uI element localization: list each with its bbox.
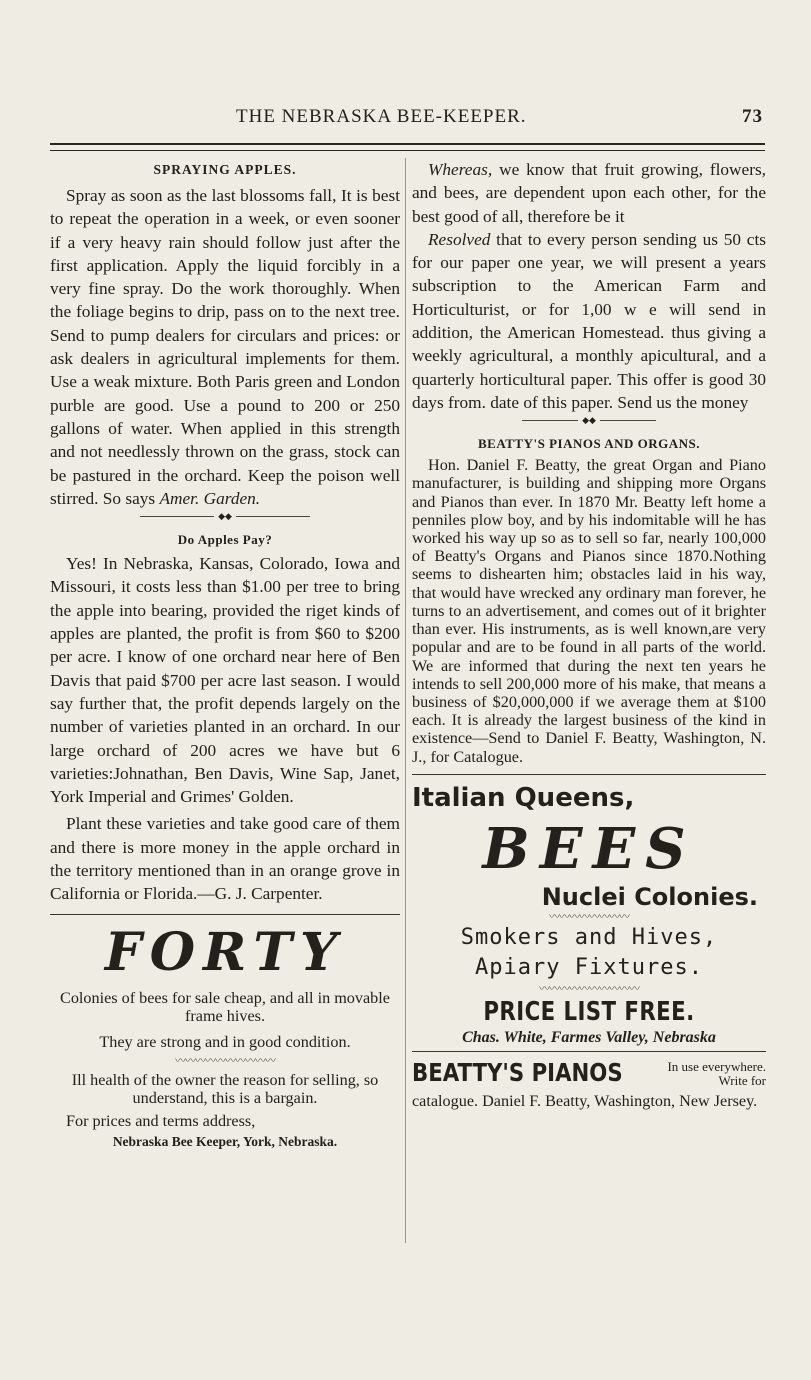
forty-headline: FORTY <box>104 921 346 983</box>
beatty-heading: BEATTY'S PIANOS AND ORGANS. <box>477 436 701 452</box>
beatty-body: Hon. Daniel F. Beatty, the great Organ and Piano manufacturer, is building and shipping more Organs and Pianos than ever. In 1870 Mr. Beatty left home a penniles plow boy, and by his indomitable will he has worked his way up so as to sell so far, nearly 100,000 of Beatty's Organs and Pianos since 1870.Nothing seems to dishearten him; obstacles laid in his way, that would have wrecked any ordinary man forever, he turns to an advertisement, and comes out of it brighter than ever. His instruments, as is well known,are very popular and are to be found in all parts of the world. We are informed that during the next ten years he intends to sell 200,000 more of his make, that means a business of $20,000,000 if we average them at $100 each. It is already the largest business of the kind in existence—Send to Daniel F. Beatty, Washington, N. J., for Catalogue. <box>412 456 766 766</box>
resolved-paragraph <box>412 228 766 414</box>
forty-line2: They are strong and in good condition. <box>99 1033 351 1052</box>
ad-rule <box>50 914 400 915</box>
pianos-ad-small: In use everywhere. Write for <box>667 1058 766 1088</box>
ad-rule <box>412 1051 766 1052</box>
forty-line3: Ill health of the owner the reason for selling, so understand, this is a bargain. <box>71 1071 379 1108</box>
whereas-text: we know that fruit growing, flowers, and bees, are dependent upon each other, for the best good of all, therefore be it <box>412 160 767 226</box>
wavy-divider: 〰〰〰〰〰〰〰〰 <box>549 910 629 923</box>
apples-p2: Plant these varieties and take good care of them and there is more money in the apple orchard in the territory mentioned than in an orange grove in California or Florida.—G. J. Carpenter. <box>50 814 400 904</box>
spraying-source: Amer. Garden. <box>159 488 261 508</box>
forty-line1: Colonies of bees for sale cheap, and all in movable frame hives. <box>60 988 390 1025</box>
spraying-body <box>50 184 400 510</box>
pianos-ad-big: BEATTY'S PIANOS <box>412 1057 623 1087</box>
right-column <box>412 158 766 1110</box>
pianos-ad-rest: catalogue. Daniel F. Beatty, Washington, New Jersey. <box>412 1091 758 1110</box>
running-head <box>50 106 765 132</box>
apples-heading: Do Apples Pay? <box>177 532 273 548</box>
section-ornament: ◆◆ <box>412 414 766 428</box>
wavy-divider: 〰〰〰〰〰〰〰〰〰〰 <box>175 1055 275 1068</box>
pianos-ad-line <box>412 1058 766 1092</box>
wavy-divider: 〰〰〰〰〰〰〰〰〰〰 <box>539 982 639 995</box>
apiary-line: Apiary Fixtures. <box>475 954 703 980</box>
journal-title: THE NEBRASKA BEE-KEEPER. <box>236 106 527 127</box>
spraying-heading: SPRAYING APPLES. <box>153 162 297 177</box>
page-number: 73 <box>742 106 763 127</box>
whereas-paragraph <box>412 158 766 228</box>
price-list-line: PRICE LIST FREE. <box>483 996 695 1027</box>
forty-line4: For prices and terms address, <box>66 1111 256 1130</box>
white-address: Chas. White, Farmes Valley, Nebraska <box>462 1028 716 1046</box>
italian-queens-line: Italian Queens, <box>412 782 635 813</box>
whereas-lead: Whereas, <box>428 160 493 179</box>
ad-rule <box>412 774 766 775</box>
left-column <box>50 158 400 1150</box>
header-rule <box>50 143 765 151</box>
bees-headline: BEES <box>482 815 696 882</box>
smokers-line: Smokers and Hives, <box>460 924 718 950</box>
section-ornament: ◆◆ <box>50 510 400 524</box>
nuclei-line: Nuclei Colonies. <box>541 882 758 911</box>
column-divider <box>405 158 406 1243</box>
spraying-text: Spray as soon as the last blossoms fall, It is best to repeat the operation in a week, or even sooner if a very heavy rain should follow just after the first application. Apply the liquid forcibly in a very fine spray. Do the work thoroughly. When the foliage begins to drip, pass on to the next tree. Send to pump dealers for circulars and prices: or ask dealers in agricultural implements for them. Use a weak mixture. Both Paris green and London purble are good. Use a pound to 200 or 250 gallons of water. When applied in this strength and not needlessly thrown on the grass, stock can be pastured in the orchard. Keep the poison well stirred. So says <box>50 186 400 508</box>
resolved-text: that to every person sending us 50 cts for our paper one year, we will present a years subscription to the American Farm and Horticulturist, or for 1,00 w e will send in addition, the American Homestead. thus giving a weekly agricultural, a monthly apicultural, and a quarterly horticultural paper. This offer is good 30 days from. date of this paper. Send us the money <box>412 229 766 412</box>
resolved-lead: Resolved <box>428 229 491 249</box>
forty-footer: Nebraska Bee Keeper, York, Nebraska. <box>112 1133 338 1149</box>
apples-p1: Yes! In Nebraska, Kansas, Colorado, Iowa and Missouri, it costs less than $1.00 per tree to bring the apple into bearing, provided the riget kinds of apples are planted, the profit is from $60 to $200 per acre. I know of one orchard near here of Ben Davis that paid $700 per acre last season. I would say further that, the profit depends largely on the number of varieties planted in an orchard. In our large orchard of 200 acres we have but 6 varieties:Johnathan, Ben Davis, Wine Sap, Janet, York Imperial and Grimes' Golden. <box>50 554 400 807</box>
